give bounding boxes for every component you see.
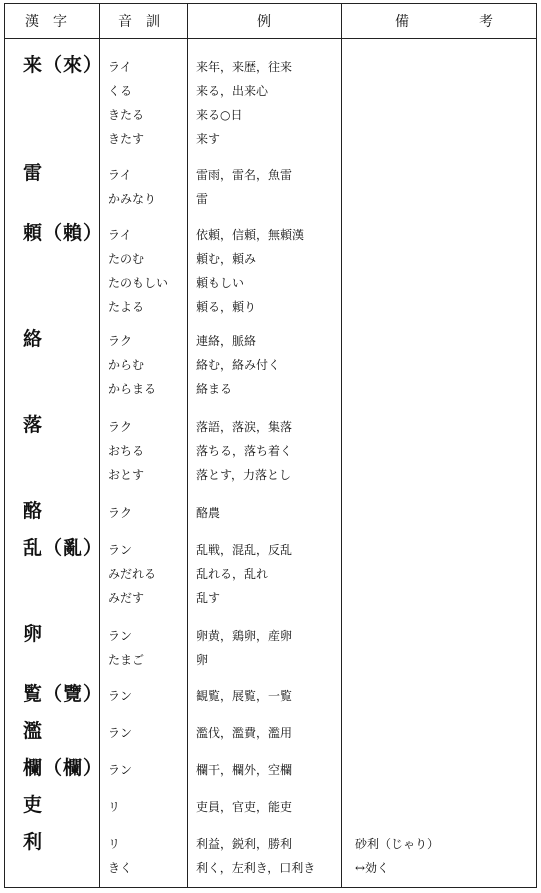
entry-line	[5, 798, 536, 818]
reading: くる	[108, 84, 133, 98]
note: 砂利（じゃり）	[355, 837, 440, 851]
example: 来す	[196, 132, 221, 146]
entry-line	[5, 859, 536, 879]
example: 頼る，頼り	[196, 300, 257, 314]
kanji-cell: 乱（亂）	[23, 537, 104, 559]
example: 利益，鋭利，勝利	[196, 837, 293, 851]
entry-line	[5, 541, 536, 561]
example: 落語，落涙，集落	[196, 420, 293, 434]
header-divider	[5, 38, 536, 39]
kanji-cell: 酪	[23, 500, 44, 522]
reading: ラン	[108, 689, 133, 703]
reading: ラン	[108, 726, 133, 740]
example: 雷	[196, 192, 209, 206]
reading: ラン	[108, 543, 133, 557]
kanji-cell: 落	[23, 414, 44, 436]
example: 絡む，絡み付く	[196, 358, 281, 372]
entry-line	[5, 687, 536, 707]
kanji-table	[4, 3, 537, 888]
header-example: 例	[257, 14, 271, 30]
example: 濫伐，濫費，濫用	[196, 726, 293, 740]
reading: きく	[108, 861, 133, 875]
header-reading: 音 訓	[118, 14, 160, 30]
example: 観覧，展覧，一覧	[196, 689, 293, 703]
entry-line	[5, 274, 536, 294]
example: 利く，左利き，口利き	[196, 861, 316, 875]
example: 依頼，信頼，無頼漢	[196, 228, 305, 242]
entry-line	[5, 190, 536, 210]
reading: ラク	[108, 420, 133, 434]
example: 酪農	[196, 506, 221, 520]
kanji-cell: 欄（欄）	[23, 757, 104, 779]
kanji-cell: 濫	[23, 720, 44, 742]
entry-line	[5, 761, 536, 781]
example: 吏員，官吏，能吏	[196, 800, 293, 814]
entry-line	[5, 835, 536, 855]
kanji-cell: 雷	[23, 162, 44, 184]
reading: ライ	[108, 60, 132, 74]
reading: ラン	[108, 629, 133, 643]
entry-line	[5, 418, 536, 438]
header-note: 備 考	[395, 14, 493, 30]
reading: みだれる	[108, 567, 157, 581]
reading: きたす	[108, 132, 145, 146]
reading: たまご	[108, 653, 145, 667]
reading: きたる	[108, 108, 145, 122]
example: 頼む，頼み	[196, 252, 257, 266]
entry-line	[5, 504, 536, 524]
kanji-cell: 吏	[23, 794, 44, 816]
reading: みだす	[108, 591, 145, 605]
kanji-cell: 利	[23, 831, 44, 853]
entry-line	[5, 565, 536, 585]
reading: かみなり	[108, 192, 157, 206]
example: 乱す	[196, 591, 221, 605]
entry-line	[5, 250, 536, 270]
entry-line	[5, 298, 536, 318]
example: 欄干，欄外，空欄	[196, 763, 293, 777]
example: 来年，来歴，往来	[196, 60, 293, 74]
reading: リ	[108, 800, 121, 814]
entry-line	[5, 724, 536, 744]
reading: からまる	[108, 382, 157, 396]
reading: ライ	[108, 228, 132, 242]
kanji-cell: 覧（覽）	[23, 683, 104, 705]
example: 落とす，力落とし	[196, 468, 292, 482]
entry-line	[5, 332, 536, 352]
reading: たのもしい	[108, 276, 169, 290]
note: ↔効く	[355, 861, 390, 875]
entry-line	[5, 58, 536, 78]
entry-line	[5, 130, 536, 150]
kanji-cell: 来（來）	[23, 54, 104, 76]
entry-line	[5, 166, 536, 186]
example: 乱れる，乱れ	[196, 567, 269, 581]
entry-line	[5, 82, 536, 102]
entry-line	[5, 627, 536, 647]
entry-line	[5, 651, 536, 671]
entry-line	[5, 466, 536, 486]
reading: おちる	[108, 444, 145, 458]
entry-line	[5, 106, 536, 126]
reading: おとす	[108, 468, 145, 482]
reading: たのむ	[108, 252, 145, 266]
reading: ライ	[108, 168, 132, 182]
header-kanji: 漢 字	[25, 14, 67, 30]
entry-line	[5, 589, 536, 609]
example: 来る○日	[196, 108, 243, 122]
kanji-cell: 卵	[23, 623, 44, 645]
entry-line	[5, 356, 536, 376]
reading: リ	[108, 837, 121, 851]
reading: たよる	[108, 300, 145, 314]
example: 絡まる	[196, 382, 233, 396]
example: 落ちる，落ち着く	[196, 444, 293, 458]
entry-line	[5, 442, 536, 462]
example: 卵黄，鶏卵，産卵	[196, 629, 293, 643]
example: 雷雨，雷名，魚雷	[196, 168, 293, 182]
example: 来る，出来心	[196, 84, 269, 98]
entry-line	[5, 226, 536, 246]
reading: ラン	[108, 763, 133, 777]
entry-line	[5, 380, 536, 400]
reading: からむ	[108, 358, 145, 372]
example: 卵	[196, 653, 209, 667]
example: 頼もしい	[196, 276, 245, 290]
example: 連絡，脈絡	[196, 334, 257, 348]
example: 乱戦，混乱，反乱	[196, 543, 293, 557]
reading: ラク	[108, 506, 133, 520]
reading: ラク	[108, 334, 133, 348]
kanji-cell: 絡	[23, 328, 44, 350]
kanji-cell: 頼（賴）	[23, 222, 104, 244]
